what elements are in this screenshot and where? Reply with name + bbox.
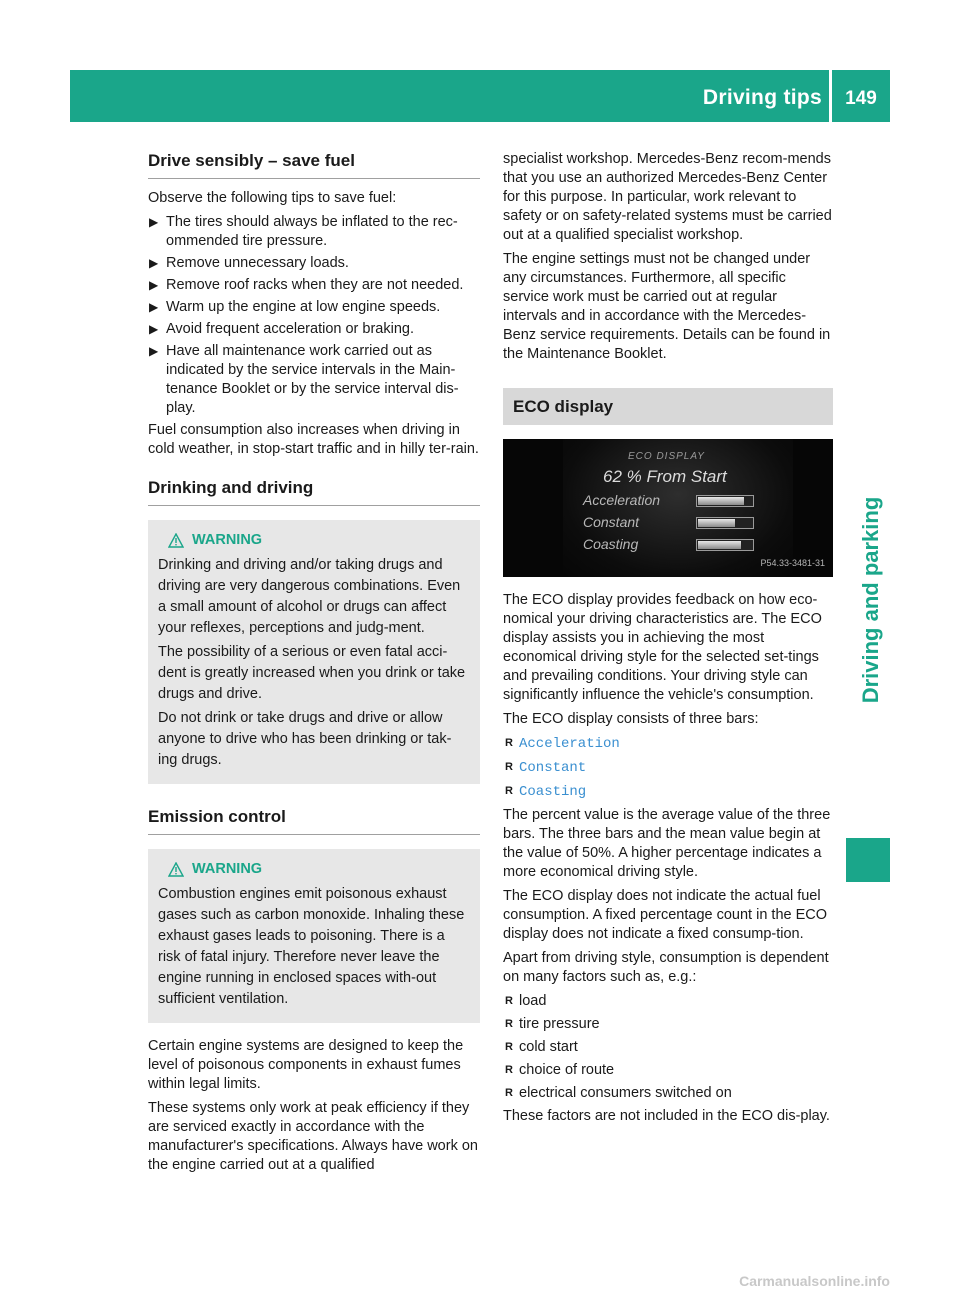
arrow-bullet-icon: ▶ (149, 300, 159, 314)
intro-text: Observe the following tips to save fuel: (148, 190, 397, 206)
eco-row-label: Constant (583, 514, 640, 530)
list-item: R choice of route (503, 1061, 833, 1080)
heading-drinking-driving: Drinking and driving (148, 477, 480, 506)
eco-bar-acceleration (696, 495, 754, 507)
body-text: The percent value is the average value of the three bars. The three bars and the mean value begin at the value of 50%. A higher percentage indicates a more economical driving style. (503, 807, 831, 880)
eco-display-title: ECO DISPLAY (628, 451, 705, 462)
left-column (148, 150, 480, 1180)
eco-row-label: Coasting (583, 536, 639, 552)
chapter-tab-label: Driving and parking (858, 496, 883, 704)
section-title: Driving tips (702, 86, 822, 109)
body-text: Apart from driving style, consumption is dependent on many factors such as, e.g.: (503, 950, 829, 985)
page-number: 149 (845, 88, 877, 109)
heading-eco-display: ECO display (503, 388, 833, 425)
arrow-bullet-icon: ▶ (149, 278, 159, 292)
warning-text: Drinking and driving and/or taking drugs and driving are very dangerous combinations. Even a small amount of alcohol or drugs can affect your reflexes, perceptions and judg-ment. (158, 557, 461, 636)
body-text: The ECO display provides feedback on how eco-nomical your driving characteristics are. The ECO display assists you in achieving the most economical driving style for the selected set-tings and prevailing conditions. Your driving style can significantly influence the vehicle's consumption. (503, 592, 822, 703)
body-text: The engine settings must not be changed under any circumstances. Furthermore, all specific service work must be carried out at regular intervals and in accordance with the Mercedes-Benz service requirements. Details can be found in the Maintenance Booklet. (503, 251, 831, 362)
body-text: These systems only work at peak efficiency if they are serviced exactly in accordance with the manufacturer's specifications. Always have work on the engine carried out at a qualified (148, 1100, 478, 1173)
list-item: R electrical consumers switched on (503, 1084, 833, 1103)
body-text: Certain engine systems are designed to keep the level of poisonous components in exhaust fumes within legal limits. (148, 1038, 464, 1092)
warning-box (148, 520, 480, 784)
arrow-bullet-icon: ▶ (149, 344, 159, 358)
warning-triangle-icon (168, 533, 184, 548)
watermark-footer: Carmanualsonline.info (739, 1273, 890, 1289)
image-code: P54.33-3481-31 (760, 558, 825, 568)
list-item: ▶ Warm up the engine at low engine speeds. (149, 299, 441, 315)
list-item: R Acceleration (503, 734, 833, 754)
body-text: The ECO display does not indicate the actual fuel consumption. A fixed percentage count in the ECO display does not indicate a fixed consump-tion. (503, 888, 828, 942)
eco-display-image (503, 439, 833, 577)
body-text: specialist workshop. Mercedes-Benz recom-mends that you use an authorized Mercedes-Benz Center for this purpose. In particular, work relevant to safety or on safety-related systems must be carried out at a qualified specialist workshop. (503, 151, 832, 243)
eco-bar-constant (696, 517, 754, 529)
warning-triangle-icon (168, 862, 184, 877)
list-item: R load (503, 992, 833, 1011)
arrow-bullet-icon: ▶ (149, 256, 159, 270)
list-item: ▶ Remove roof racks when they are not needed. (149, 277, 464, 293)
list-item: R tire pressure (503, 1015, 833, 1034)
heading-drive-sensibly: Drive sensibly – save fuel (148, 150, 480, 179)
eco-bars-list (503, 734, 833, 802)
chapter-tab-marker (846, 838, 890, 882)
fuel-tips-list (148, 213, 480, 418)
right-column (503, 150, 833, 1131)
warning-text: The possibility of a serious or even fatal acci-dent is greatly increased when you drink or take drugs and drive. (158, 644, 466, 702)
list-item: R cold start (503, 1038, 833, 1057)
list-item: ▶ Have all maintenance work carried out as indicated by the service intervals in the Main-tenance Booklet or by the service interval dis-play. (149, 343, 459, 416)
list-item: R Coasting (503, 782, 833, 802)
warning-text: Do not drink or take drugs and drive or allow anyone to drive who has been drinking or tak-ing drugs. (158, 710, 452, 768)
eco-bar-coasting (696, 539, 754, 551)
warning-title: WARNING (192, 532, 263, 548)
arrow-bullet-icon: ▶ (149, 322, 159, 336)
warning-box (148, 849, 480, 1023)
fuel-consumption-note: Fuel consumption also increases when driving in cold weather, in stop-start traffic and in hilly ter-rain. (148, 422, 479, 457)
warning-title: WARNING (192, 861, 263, 877)
arrow-bullet-icon: ▶ (149, 215, 159, 229)
list-item: ▶ The tires should always be inflated to the rec-ommended tire pressure. (149, 214, 458, 249)
list-item: ▶ Remove unnecessary loads. (149, 255, 349, 271)
warning-text: Combustion engines emit poisonous exhaust gases such as carbon monoxide. Inhaling these exhaust gases leads to poisoning. There is a risk of fatal injury. Therefore never leave the engine running in enclosed spaces with-out sufficient ventilation. (158, 886, 465, 1007)
list-item: R Constant (503, 758, 833, 778)
eco-display-value: 62 % From Start (603, 467, 727, 486)
body-text: The ECO display consists of three bars: (503, 711, 759, 727)
body-text: These factors are not included in the ECO dis-play. (503, 1108, 830, 1124)
list-item: ▶ Avoid frequent acceleration or braking. (149, 321, 414, 337)
factors-list (503, 992, 833, 1103)
eco-row-label: Acceleration (583, 492, 661, 508)
header-bar (70, 70, 890, 122)
heading-emission-control: Emission control (148, 806, 480, 835)
